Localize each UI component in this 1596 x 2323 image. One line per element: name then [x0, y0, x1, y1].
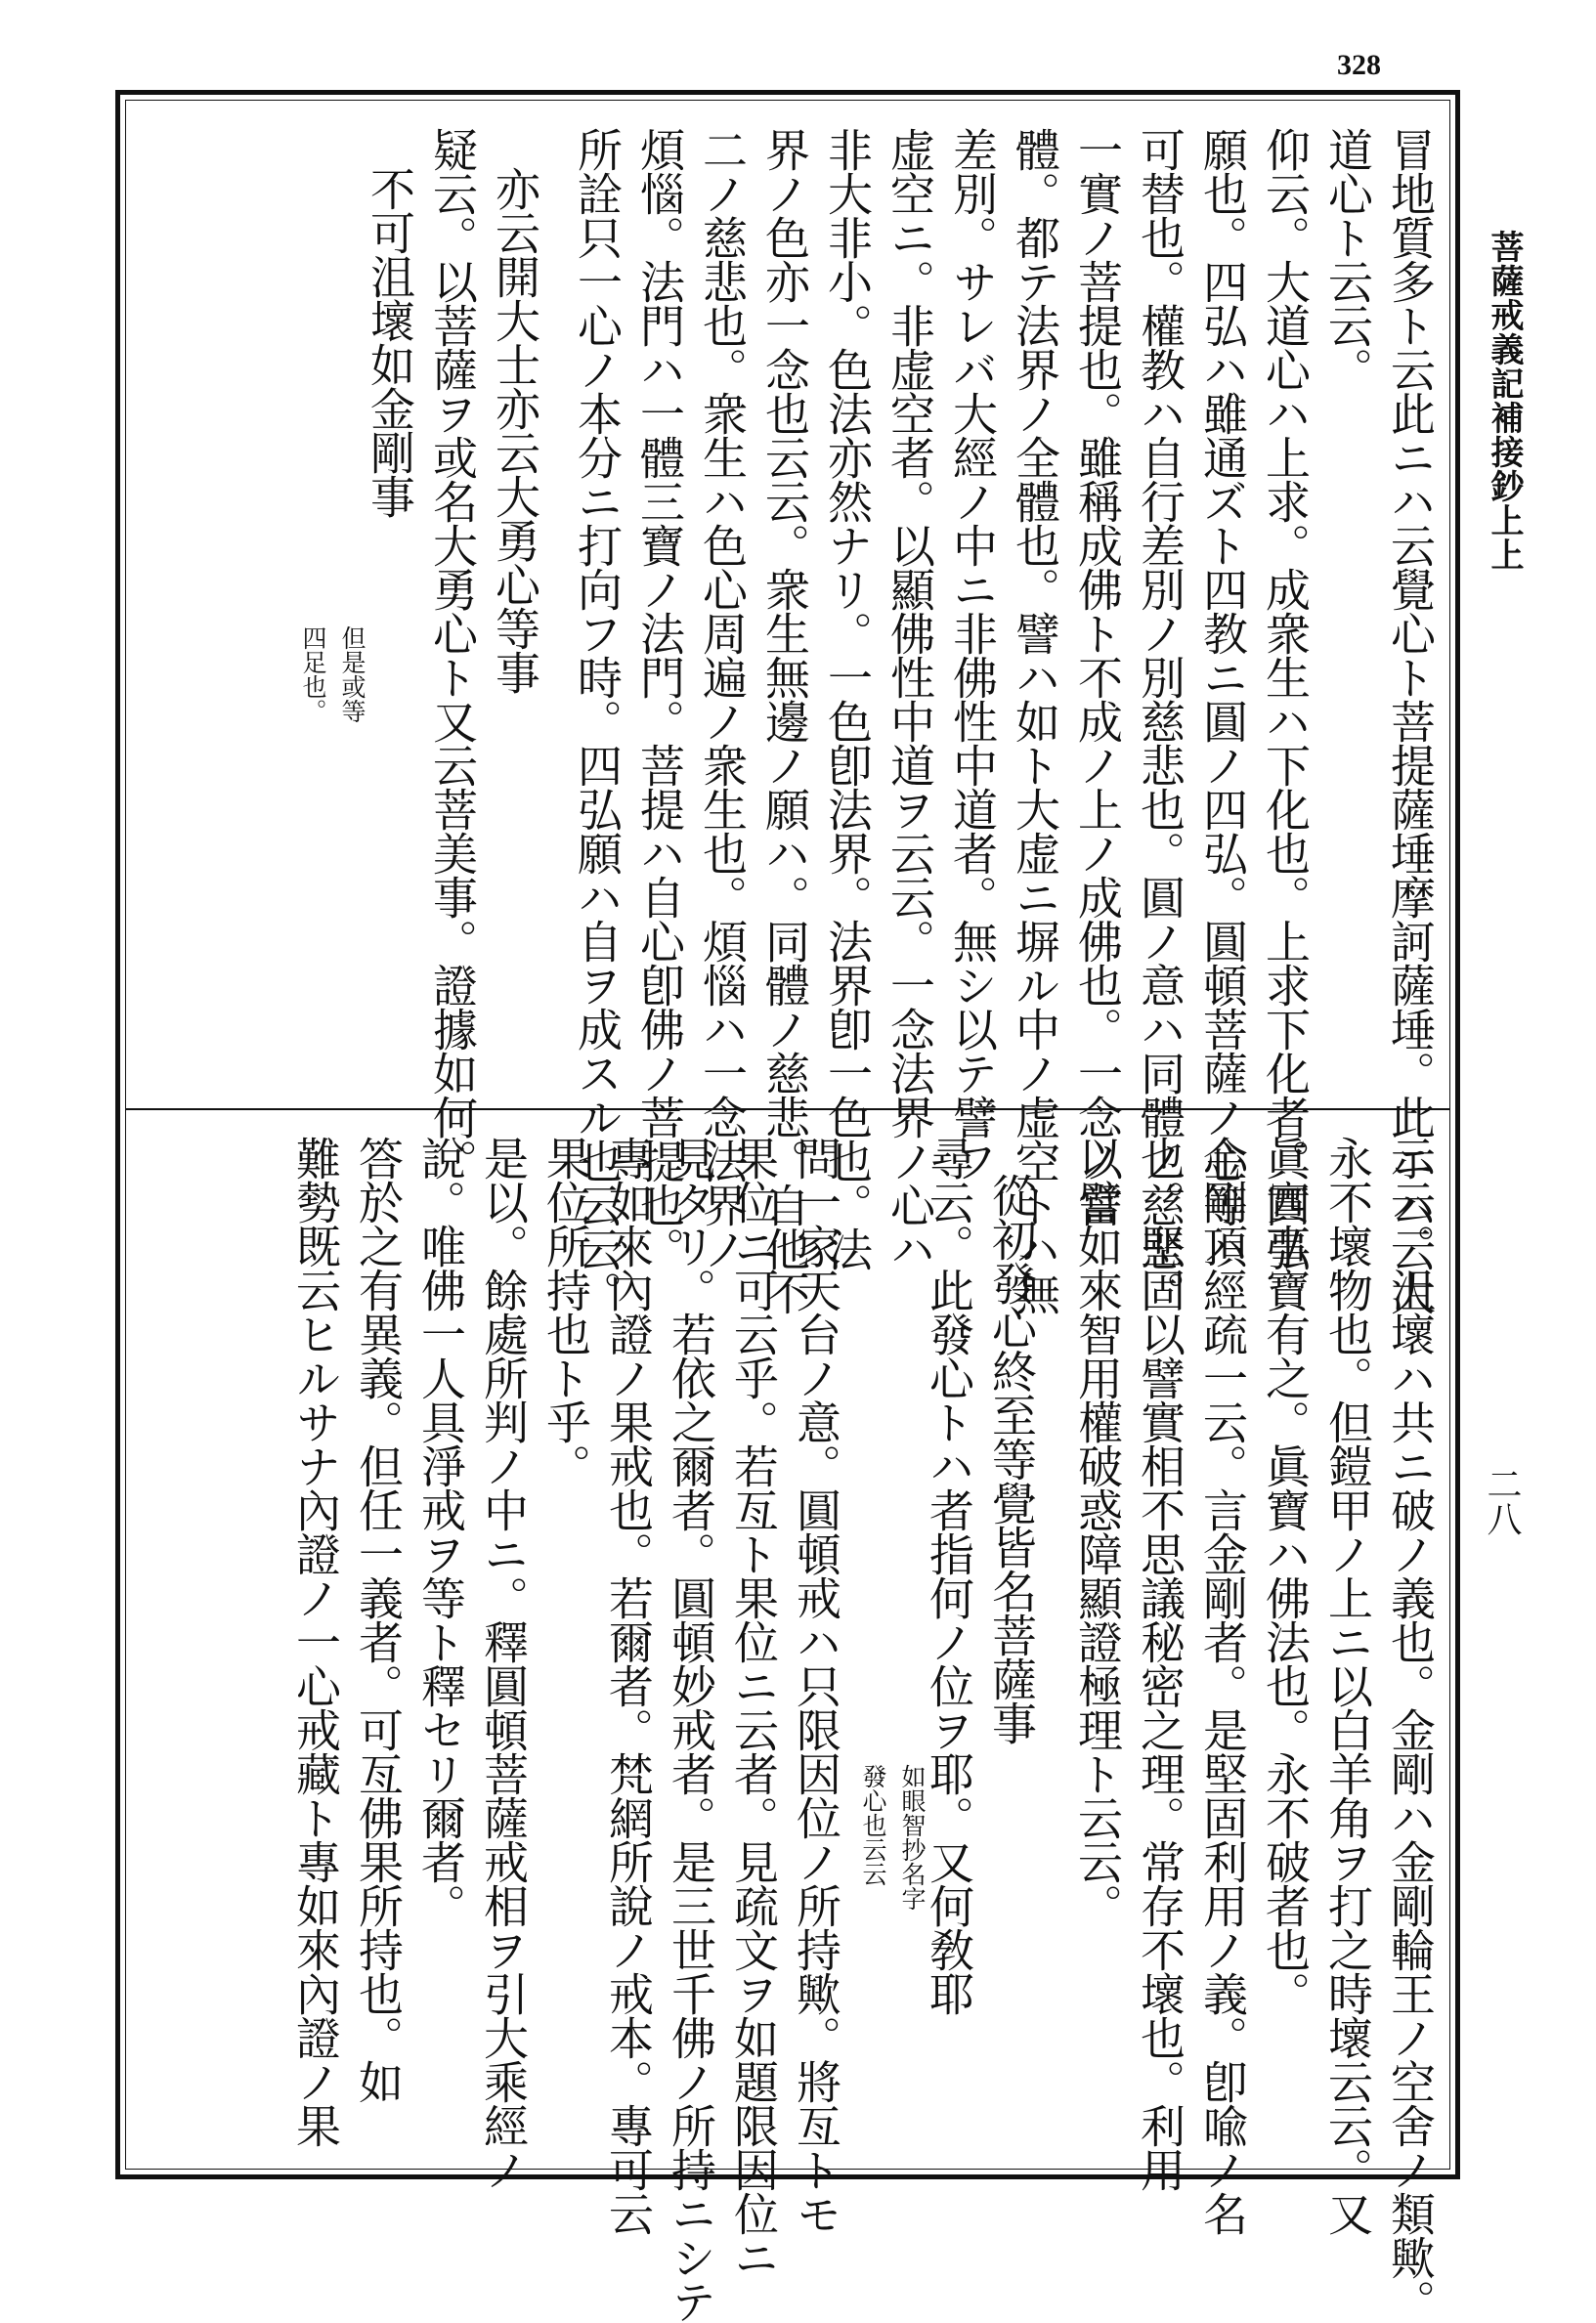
text-column: 專如來內證ノ果戒也。若爾者。梵網所說ノ戒本。專可云	[602, 1136, 655, 2235]
text-column: 答於之有異義。但任一義者。可亙佛果所持也。如	[352, 1136, 405, 2103]
text-column: 一實ノ菩提也。雖稱成佛ト不成ノ上ノ成佛也。一念ノ當	[1071, 127, 1124, 1226]
text-column: 願也。四弘ハ雖通ズト四教ニ圓ノ四弘。圓頓菩薩ノ心等ハ	[1196, 127, 1249, 1270]
text-column: 是以。餘處所判ノ中ニ。釋圓頓菩薩戒相ヲ引大乘經ノ	[477, 1136, 530, 2191]
note-line: 四足也。	[299, 625, 327, 723]
text-column: 可替也。權教ハ自行差別ノ別慈悲也。圓ノ意ハ同體ノ慈悲。	[1134, 127, 1186, 1314]
text-column: 金剛頂經疏一云。言金剛者。是堅固利用ノ義。卽喩ノ名	[1196, 1136, 1249, 2235]
text-column: 道心ト云云。	[1321, 127, 1374, 391]
text-column: 差別。サレバ大經ノ中ニ非佛性中道者。無シ以テ譬フ	[946, 127, 999, 1183]
text-column: 尋云。此發心トハ者指何ノ位ヲ耶。又何敎耶	[923, 1136, 975, 2015]
text-column: 虚空ニ。非虚空者。以顯佛性中道ヲ云云。一念法界ノ心ハ	[884, 127, 936, 1270]
page-number: 328	[1337, 49, 1381, 81]
text-column: 仰云。大道心ハ上求。成衆生ハ下化也。上求下化者。四弘	[1259, 127, 1312, 1270]
interlinear-note	[848, 1764, 927, 1911]
text-column: 永不壞物也。但鎧甲ノ上ニ以白羊角ヲ打之時壞云云。又	[1321, 1136, 1374, 2235]
section-heading: 不可沮壞如金剛事	[364, 166, 416, 518]
text-column: 果位所持也ト乎。	[539, 1136, 592, 1487]
text-column: 眞實事寶有之。眞寶ハ佛法也。永不破者也。	[1259, 1136, 1312, 2015]
text-column: 體。都テ法界ノ全體也。譬ハ如ト大虚ニ塀ル中ノ虚空トハ無	[1009, 127, 1061, 1314]
note-line: 但是或等	[338, 625, 367, 723]
text-column: 非大非小。色法亦然ナリ。一色卽法界。法界卽一色也。法	[821, 127, 874, 1270]
text-column: 冒地質多ト云此ニハ云覺心ト菩提薩埵摩訶薩埵。此ニハ云大	[1384, 127, 1437, 1314]
running-title: 菩薩戒義記補接鈔上上	[1485, 230, 1524, 572]
interlinear-note	[288, 625, 367, 723]
text-column: 以譬如來智用權破惑障顯證極理ト云云。	[1071, 1136, 1124, 1927]
text-column: 見タリ。若依之爾者。圓頓妙戒者。是三世千佛ノ所持ニシテ	[665, 1136, 717, 2323]
text-column: 示云。沮壞ハ共ニ破ノ義也。金剛ハ金剛輪王ノ空舍ノ類歟。	[1384, 1136, 1437, 2323]
text-column: 界ノ色亦一念也云云。衆生無邊ノ願ハ。同體ノ慈悲。自他不	[758, 127, 811, 1314]
text-column: 也。堅固以譬實相不思議秘密之理。常存不壞也。利用	[1134, 1136, 1186, 2191]
note-line: 發心也云云	[859, 1764, 887, 1886]
text-column: 二ノ慈悲也。衆生ハ色心周遍ノ衆生也。煩惱ハ一念法界ノ	[696, 127, 749, 1270]
text-column: 果位ニ可云乎。若亙ト果位ニ云者。見疏文ヲ如題限因位ニ	[727, 1136, 780, 2279]
text-column: 煩惱。法門ハ一體三寶ノ法門。菩提ハ自心卽佛ノ菩提也。	[633, 127, 686, 1270]
text-column: 所詮只一心ノ本分ニ打向フ時。四弘願ハ自ヲ成スル也云云。	[571, 127, 624, 1314]
folio-number: 二八	[1482, 1466, 1522, 1536]
text-column: 問一家天台ノ意。圓頓戒ハ只限因位ノ所持歟。將亙トモ	[790, 1136, 842, 2235]
text-column: 疑云。以菩薩ヲ或名大勇心ト又云菩美事。證據如何。	[426, 127, 479, 1183]
section-heading: 亦云開大士亦云大勇心等事	[489, 166, 541, 694]
note-line: 如眼智抄名字	[898, 1764, 927, 1911]
text-column: 難勢既云ヒルサナ內證ノ一心戒藏ト專如來內證ノ果	[289, 1136, 342, 2147]
section-heading: 從初發心終至等覺皆名菩薩事	[985, 1173, 1038, 1744]
text-column: 說。唯佛一人具淨戒ヲ等ト釋セリ爾者。	[414, 1136, 467, 1927]
